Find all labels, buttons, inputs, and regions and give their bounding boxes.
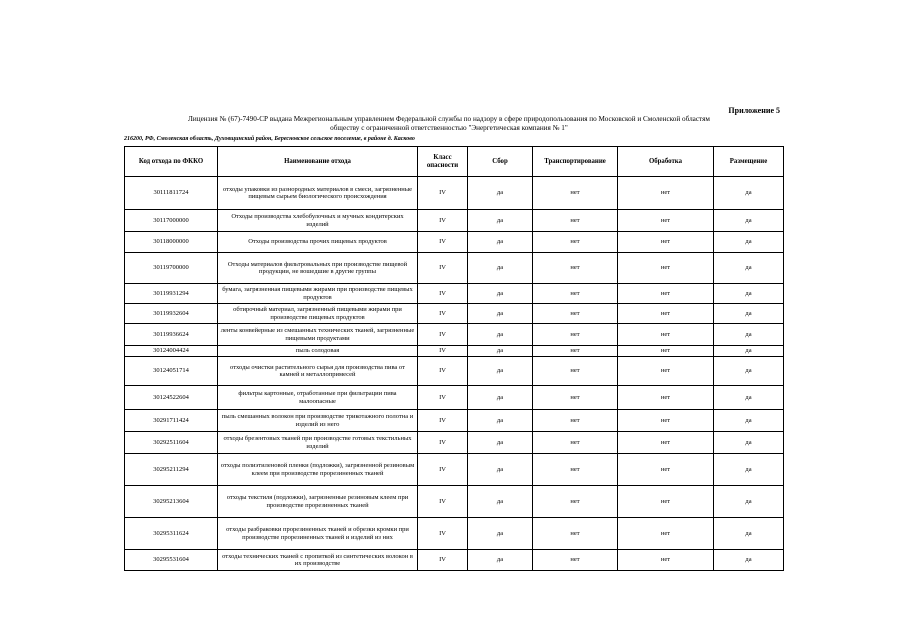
cell-obrabotka: нет (618, 210, 714, 232)
cell-name: отходы брезентовых тканей при производстве готовых текстильных изделий (218, 432, 418, 454)
cell-class: IV (418, 253, 468, 284)
cell-class: IV (418, 486, 468, 518)
cell-class: IV (418, 284, 468, 304)
cell-obrabotka: нет (618, 410, 714, 432)
cell-razmeshchenie: да (714, 410, 784, 432)
cell-razmeshchenie: да (714, 324, 784, 346)
cell-transport: нет (533, 284, 618, 304)
cell-sbor: да (468, 410, 533, 432)
table-row (125, 386, 784, 410)
cell-transport: нет (533, 486, 618, 518)
cell-transport: нет (533, 454, 618, 486)
license-line-1: Лицензия № (67)-7490-СР выдана Межрегиональным управлением Федеральной службы по надзору в сфере природопользования по Московской и Смоленской областям (188, 115, 710, 123)
col-header-name: Наименование отхода (218, 147, 418, 177)
cell-transport: нет (533, 518, 618, 550)
cell-class: IV (418, 232, 468, 253)
table-header-row (125, 147, 784, 177)
col-header-class: Класс опасности (418, 147, 468, 177)
cell-transport: нет (533, 324, 618, 346)
table-row (125, 324, 784, 346)
cell-class: IV (418, 454, 468, 486)
license-line-2: обществу с ограниченной ответственностью "Энергетическая компания № 1" (330, 124, 568, 132)
license-statement (118, 115, 780, 133)
cell-name: пыль смешанных волокон при производстве трикотажного полотна и изделий из него (218, 410, 418, 432)
cell-name: отходы разбраковки прорезиненных тканей и обрезки кромки при производстве прорезиненных тканей и изделий из них (218, 518, 418, 550)
cell-class: IV (418, 357, 468, 386)
cell-obrabotka: нет (618, 386, 714, 410)
cell-obrabotka: нет (618, 324, 714, 346)
cell-name: фильтры картонные, отработанные при фильтрации пива малоопасные (218, 386, 418, 410)
cell-name: отходы упаковки из разнородных материалов в смеси, загрязненные пищевым сырьем биологического происхождения (218, 177, 418, 210)
cell-obrabotka: нет (618, 432, 714, 454)
cell-razmeshchenie: да (714, 304, 784, 324)
cell-transport: нет (533, 253, 618, 284)
address-line: 216200, РФ, Смоленская область, Духовщинский район, Бересновское сельское поселение, в районе д. Касково (124, 136, 415, 142)
cell-sbor: да (468, 210, 533, 232)
cell-obrabotka: нет (618, 518, 714, 550)
cell-code: 30119932604 (125, 304, 218, 324)
cell-name: отходы очистки растительного сырья для производства пива от камней и металлопримесей (218, 357, 418, 386)
cell-obrabotka: нет (618, 454, 714, 486)
cell-code: 30295211294 (125, 454, 218, 486)
cell-code: 30291711424 (125, 410, 218, 432)
cell-obrabotka: нет (618, 177, 714, 210)
table-row (125, 432, 784, 454)
cell-class: IV (418, 518, 468, 550)
cell-code: 30119936624 (125, 324, 218, 346)
table-row (125, 486, 784, 518)
cell-transport: нет (533, 177, 618, 210)
cell-class: IV (418, 346, 468, 357)
cell-code: 30295531604 (125, 550, 218, 571)
cell-razmeshchenie: да (714, 454, 784, 486)
table-row (125, 357, 784, 386)
cell-sbor: да (468, 518, 533, 550)
appendix-label: Приложение 5 (728, 106, 780, 115)
cell-sbor: да (468, 232, 533, 253)
cell-obrabotka: нет (618, 304, 714, 324)
cell-sbor: да (468, 304, 533, 324)
cell-name: Отходы материалов фильтровальных при производстве пищевой продукции, не вошедшие в другие группы (218, 253, 418, 284)
cell-sbor: да (468, 550, 533, 571)
cell-code: 30117000000 (125, 210, 218, 232)
cell-code: 30119700000 (125, 253, 218, 284)
cell-code: 30118000000 (125, 232, 218, 253)
cell-name: Отходы производства хлебобулочных и мучных кондитерских изделий (218, 210, 418, 232)
cell-sbor: да (468, 432, 533, 454)
cell-razmeshchenie: да (714, 486, 784, 518)
cell-razmeshchenie: да (714, 386, 784, 410)
cell-razmeshchenie: да (714, 284, 784, 304)
cell-sbor: да (468, 177, 533, 210)
cell-transport: нет (533, 410, 618, 432)
cell-name: отходы текстиля (подложки), загрязненные резиновым клеем при производстве прорезиненных тканей (218, 486, 418, 518)
table-row (125, 232, 784, 253)
table-row (125, 454, 784, 486)
cell-razmeshchenie: да (714, 432, 784, 454)
cell-sbor: да (468, 284, 533, 304)
cell-obrabotka: нет (618, 486, 714, 518)
cell-razmeshchenie: да (714, 518, 784, 550)
cell-razmeshchenie: да (714, 346, 784, 357)
cell-class: IV (418, 550, 468, 571)
cell-class: IV (418, 324, 468, 346)
cell-sbor: да (468, 357, 533, 386)
cell-sbor: да (468, 324, 533, 346)
table-row (125, 304, 784, 324)
cell-name: бумага, загрязненная пищевыми жирами при производстве пищевых продуктов (218, 284, 418, 304)
cell-code: 30295213604 (125, 486, 218, 518)
cell-sbor: да (468, 486, 533, 518)
cell-transport: нет (533, 210, 618, 232)
cell-code: 30119931294 (125, 284, 218, 304)
cell-class: IV (418, 432, 468, 454)
waste-table (124, 146, 784, 571)
cell-name: отходы полиэтиленовой пленки (подложки), загрязненной резиновым клеем при производстве прорезиненных тканей (218, 454, 418, 486)
cell-razmeshchenie: да (714, 357, 784, 386)
cell-class: IV (418, 177, 468, 210)
cell-sbor: да (468, 386, 533, 410)
cell-obrabotka: нет (618, 253, 714, 284)
cell-razmeshchenie: да (714, 550, 784, 571)
cell-class: IV (418, 410, 468, 432)
cell-code: 30124522604 (125, 386, 218, 410)
cell-name: отходы технических тканей с пропиткой из синтетических волокон в их производстве (218, 550, 418, 571)
cell-name: ленты конвейерные из смешанных технических тканей, загрязненные пищевыми продуктами (218, 324, 418, 346)
cell-obrabotka: нет (618, 346, 714, 357)
cell-razmeshchenie: да (714, 253, 784, 284)
table-row (125, 284, 784, 304)
table-row (125, 518, 784, 550)
cell-code: 30111811724 (125, 177, 218, 210)
cell-razmeshchenie: да (714, 232, 784, 253)
cell-razmeshchenie: да (714, 177, 784, 210)
col-header-transport: Транспортирование (533, 147, 618, 177)
cell-class: IV (418, 304, 468, 324)
cell-name: Отходы производства прочих пищевых продуктов (218, 232, 418, 253)
cell-sbor: да (468, 346, 533, 357)
cell-obrabotka: нет (618, 357, 714, 386)
table-row (125, 410, 784, 432)
col-header-obrabotka: Обработка (618, 147, 714, 177)
cell-obrabotka: нет (618, 232, 714, 253)
table-row (125, 210, 784, 232)
col-header-sbor: Сбор (468, 147, 533, 177)
cell-transport: нет (533, 550, 618, 571)
cell-razmeshchenie: да (714, 210, 784, 232)
cell-transport: нет (533, 357, 618, 386)
cell-transport: нет (533, 304, 618, 324)
cell-obrabotka: нет (618, 284, 714, 304)
cell-code: 30295311624 (125, 518, 218, 550)
cell-class: IV (418, 210, 468, 232)
cell-sbor: да (468, 454, 533, 486)
col-header-code: Код отхода по ФККО (125, 147, 218, 177)
cell-transport: нет (533, 346, 618, 357)
cell-name: пыль солодовая (218, 346, 418, 357)
col-header-razmeshchenie: Размещение (714, 147, 784, 177)
cell-code: 30124051714 (125, 357, 218, 386)
cell-transport: нет (533, 386, 618, 410)
table-row (125, 346, 784, 357)
table-row (125, 253, 784, 284)
cell-code: 30124004424 (125, 346, 218, 357)
cell-code: 30292511604 (125, 432, 218, 454)
cell-transport: нет (533, 432, 618, 454)
cell-class: IV (418, 386, 468, 410)
table-row (125, 550, 784, 571)
cell-transport: нет (533, 232, 618, 253)
table-row (125, 177, 784, 210)
cell-sbor: да (468, 253, 533, 284)
cell-name: обтирочный материал, загрязненный пищевыми жирами при производстве пищевых продуктов (218, 304, 418, 324)
cell-obrabotka: нет (618, 550, 714, 571)
